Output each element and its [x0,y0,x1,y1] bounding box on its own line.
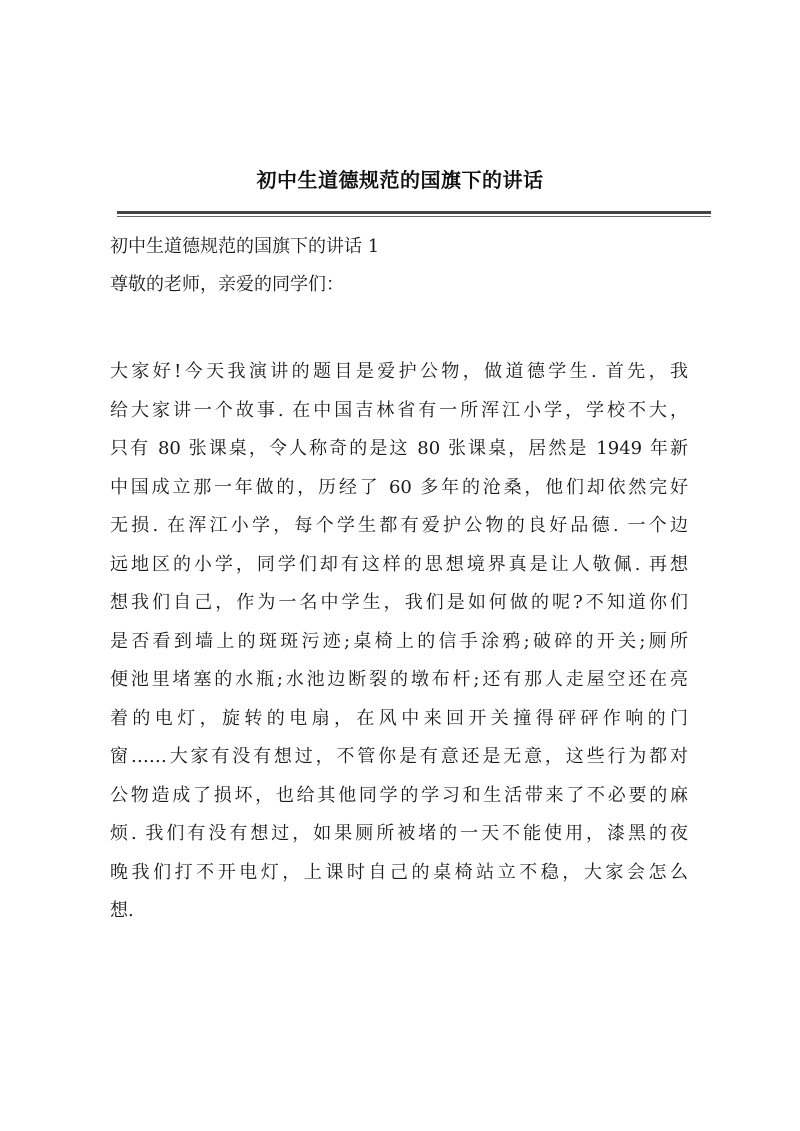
title-divider [117,211,711,214]
body-line: 着的电灯，旋转的电扇，在风中来回开关撞得砰砰作响的门 [110,707,688,729]
section-heading: 初中生道德规范的国旗下的讲话 1 [110,236,380,257]
body-line: 给大家讲一个故事. 在中国吉林省有一所浑江小学，学校不大， [110,399,688,421]
body-line: 便池里堵塞的水瓶;水池边断裂的墩布杆;还有那人走屋空还在亮 [110,669,688,690]
body-line: 远地区的小学，同学们却有这样的思想境界真是让人敬佩. 再想 [110,553,688,575]
body-line: 只有 80 张课桌，令人称奇的是这 80 张课桌，居然是 1949 年新 [110,438,688,459]
speech-body [110,353,688,931]
body-line: 晚我们打不开电灯，上课时自己的桌椅站立不稳，大家会怎么 [110,861,688,883]
body-line: 公物造成了损坏，也给其他同学的学习和生活带来了不必要的麻 [110,784,688,806]
body-line: 中国成立那一年做的，历经了 60 多年的沧桑，他们却依然完好 [110,476,688,498]
body-line: 想. [110,900,134,921]
body-line: 烦. 我们有没有想过，如果厕所被堵的一天不能使用，漆黑的夜 [110,823,688,844]
body-line: 是否看到墙上的斑斑污迹;桌椅上的信手涂鸦;破碎的开关;厕所 [110,630,688,652]
body-line: 想我们自己，作为一名中学生，我们是如何做的呢?不知道你们 [110,592,688,613]
title-divider-thin [117,216,711,217]
body-line: 窗……大家有没有想过，不管你是有意还是无意，这些行为都对 [110,746,688,767]
page-title: 初中生道德规范的国旗下的讲话 [256,168,544,192]
body-line: 无损. 在浑江小学，每个学生都有爱护公物的良好品德. 一个边 [110,515,688,536]
salutation: 尊敬的老师，亲爱的同学们： [110,274,344,295]
body-line: 大家好!今天我演讲的题目是爱护公物，做道德学生. 首先，我 [110,361,688,382]
